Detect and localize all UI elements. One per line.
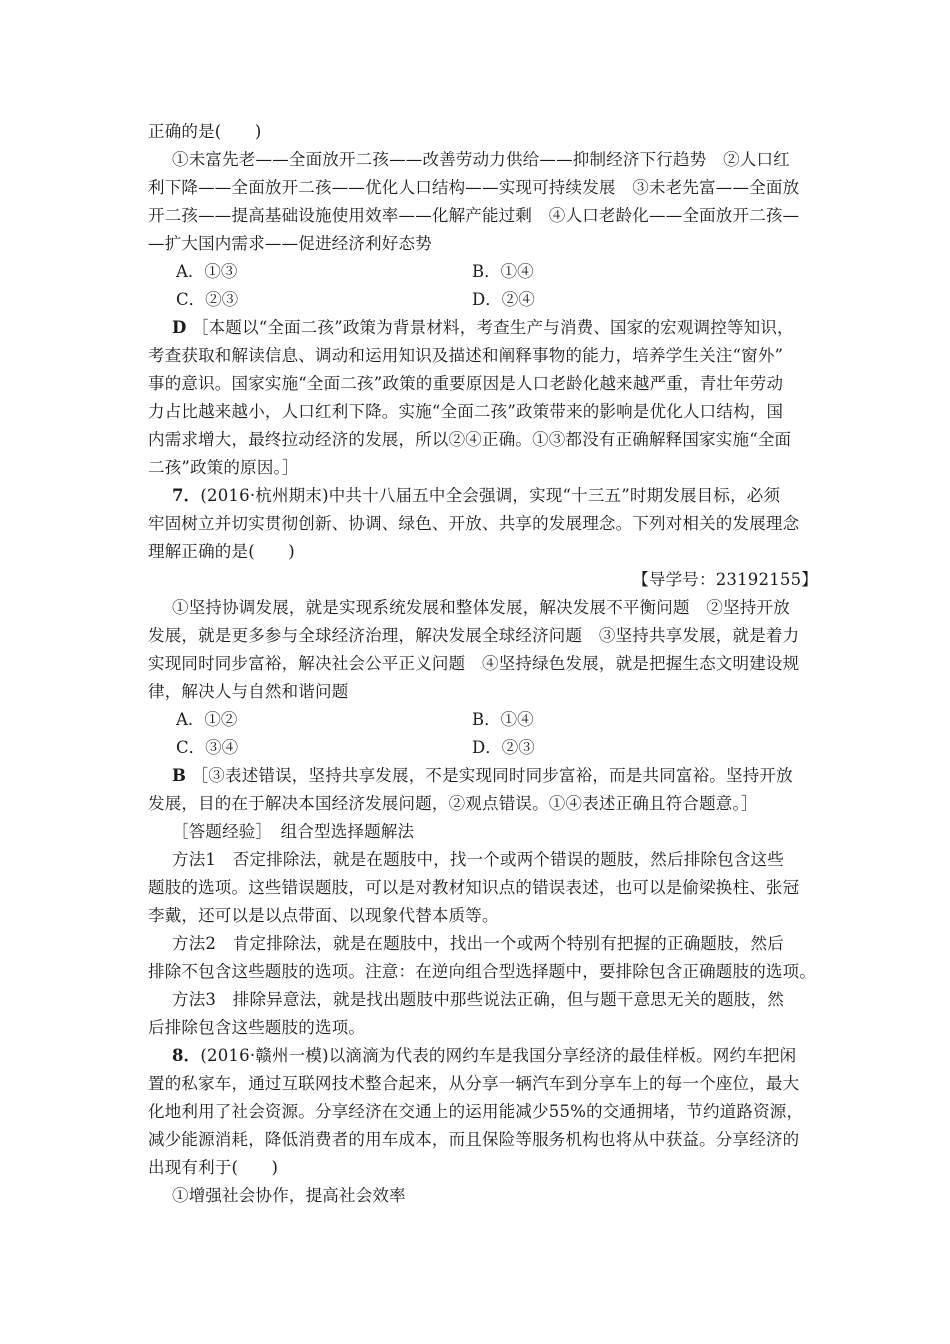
q6-explanation-line: 力占比越来越小，人口红利下降。实施“全面二孩”政策带来的影响是优化人口结构，国 — [148, 402, 784, 421]
q8-stem-line — [172, 1046, 842, 1066]
experience-line: 方法1 否定排除法，就是在题肢中，找一个或两个错误的题肢，然后排除包含这些 — [172, 850, 784, 869]
experience-line: 题肢的选项。这些错误题肢，可以是对教材知识点的错误表述，也可以是偷梁换柱、张冠 — [148, 878, 800, 897]
q7-explanation-line: 发展，目的在于解决本国经济发展问题，②观点错误。①④表述正确且符合题意。］ — [148, 794, 758, 813]
q6-explanation-line: 二孩”政策的原因。］ — [148, 458, 299, 477]
q8-stem-line: 化地利用了社会资源。分享经济在交通上的运用能减少55%的交通拥堵，节约道路资源， — [148, 1102, 804, 1121]
q6-items-line: ①未富先老——全面放开二孩——改善劳动力供给——抑制经济下行趋势 ②人口红 — [172, 150, 790, 169]
experience-line: 方法2 肯定排除法，就是在题肢中，找出一个或两个特别有把握的正确题肢，然后 — [172, 934, 784, 953]
q6-option-b: B．①④ — [472, 262, 534, 281]
experience-line: 后排除包含这些题肢的选项。 — [148, 1018, 366, 1037]
q7-stem-line: 牢固树立并切实贯彻创新、协调、绿色、开放、共享的发展理念。下列对相关的发展理念 — [148, 514, 800, 533]
q7-items-line: 发展，就是更多参与全球经济治理，解决发展全球经济问题 ③坚持共享发展，就是着力 — [148, 626, 800, 645]
q8-stem-line: 置的私家车，通过互联网技术整合起来，从分享一辆汽车到分享车上的每一个座位，最大 — [148, 1074, 800, 1093]
q8-stem-text: (2016·赣州一模)以滴滴为代表的网约车是我国分享经济的最佳样板。网约车把闲 — [200, 1046, 797, 1065]
q8-item-1: ①增强社会协作，提高社会效率 — [172, 1186, 406, 1205]
q7-items-line: 律，解决人与自然和谐问题 — [148, 682, 349, 701]
q7-stem-line: 理解正确的是( ) — [148, 542, 295, 561]
q8-number: 8． — [172, 1046, 201, 1065]
q7-stem-text: (2016·杭州期末)中共十八届五中全会强调，实现“十三五”时期发展目标，必须 — [200, 486, 781, 505]
q7-number: 7． — [172, 486, 201, 505]
experience-title: ［答题经验］ 组合型选择题解法 — [172, 822, 415, 841]
q6-option-a: A．①③ — [176, 262, 238, 281]
q6-answer-letter: D — [172, 318, 187, 337]
q6-items-line: 开二孩——提高基础设施使用效率——化解产能过剩 ④人口老龄化——全面放开二孩— — [148, 206, 800, 225]
q7-explanation-line — [172, 766, 842, 786]
q7-explanation-text: ［③表述错误，坚持共享发展，不是实现同时同步富裕，而是共同富裕。坚持开放 — [191, 766, 793, 785]
q7-option-d: D．②③ — [472, 738, 535, 757]
experience-line: 李戴，还可以是以点带面、以现象代替本质等。 — [148, 906, 499, 925]
q7-option-c: C．③④ — [176, 738, 239, 757]
q6-stem-tail: 正确的是( ) — [148, 122, 262, 141]
q6-items-line: 利下降——全面放开二孩——优化人口结构——实现可持续发展 ③未老先富——全面放 — [148, 178, 800, 197]
q6-option-d: D．②④ — [472, 290, 535, 309]
q8-stem-line: 减少能源消耗，降低消费者的用车成本，而且保险等服务机构也将从中获益。分享经济的 — [148, 1130, 800, 1149]
q7-answer-letter: B — [172, 766, 187, 785]
q6-items-line: —扩大国内需求——促进经济利好态势 — [148, 234, 432, 253]
q6-explanation-text: ［本题以“全面二孩”政策为背景材料，考查生产与消费、国家的宏观调控等知识， — [191, 318, 794, 337]
q7-option-a: A．①② — [176, 710, 238, 729]
q6-option-c: C．②③ — [176, 290, 239, 309]
q7-stem-line — [172, 486, 842, 506]
q6-explanation-line: 内需求增大，最终拉动经济的发展，所以②④正确。①③都没有正确解释国家实施“全面 — [148, 430, 792, 449]
q6-explanation-line: 事的意识。国家实施“全面二孩”政策的重要原因是人口老龄化越来越严重，青壮年劳动 — [148, 374, 784, 393]
experience-line: 排除不包含这些题肢的选项。注意：在逆向组合型选择题中，要排除包含正确题肢的选项。 — [148, 962, 816, 981]
experience-line: 方法3 排除异意法，就是找出题肢中那些说法正确，但与题干意思无关的题肢，然 — [172, 990, 784, 1009]
q6-explanation-line — [172, 318, 842, 338]
q7-items-line: 实现同时同步富裕，解决社会公平正义问题 ④坚持绿色发展，就是把握生态文明建设规 — [148, 654, 800, 673]
q7-guide-number: 【导学号：23192155】 — [632, 570, 818, 589]
q7-option-b: B．①④ — [472, 710, 534, 729]
q6-explanation-line: 考查获取和解读信息、调动和运用知识及描述和阐释事物的能力，培养学生关注“窗外” — [148, 346, 784, 365]
q8-stem-line: 出现有利于( ) — [148, 1158, 279, 1177]
q7-items-line: ①坚持协调发展，就是实现系统发展和整体发展，解决发展不平衡问题 ②坚持开放 — [172, 598, 790, 617]
